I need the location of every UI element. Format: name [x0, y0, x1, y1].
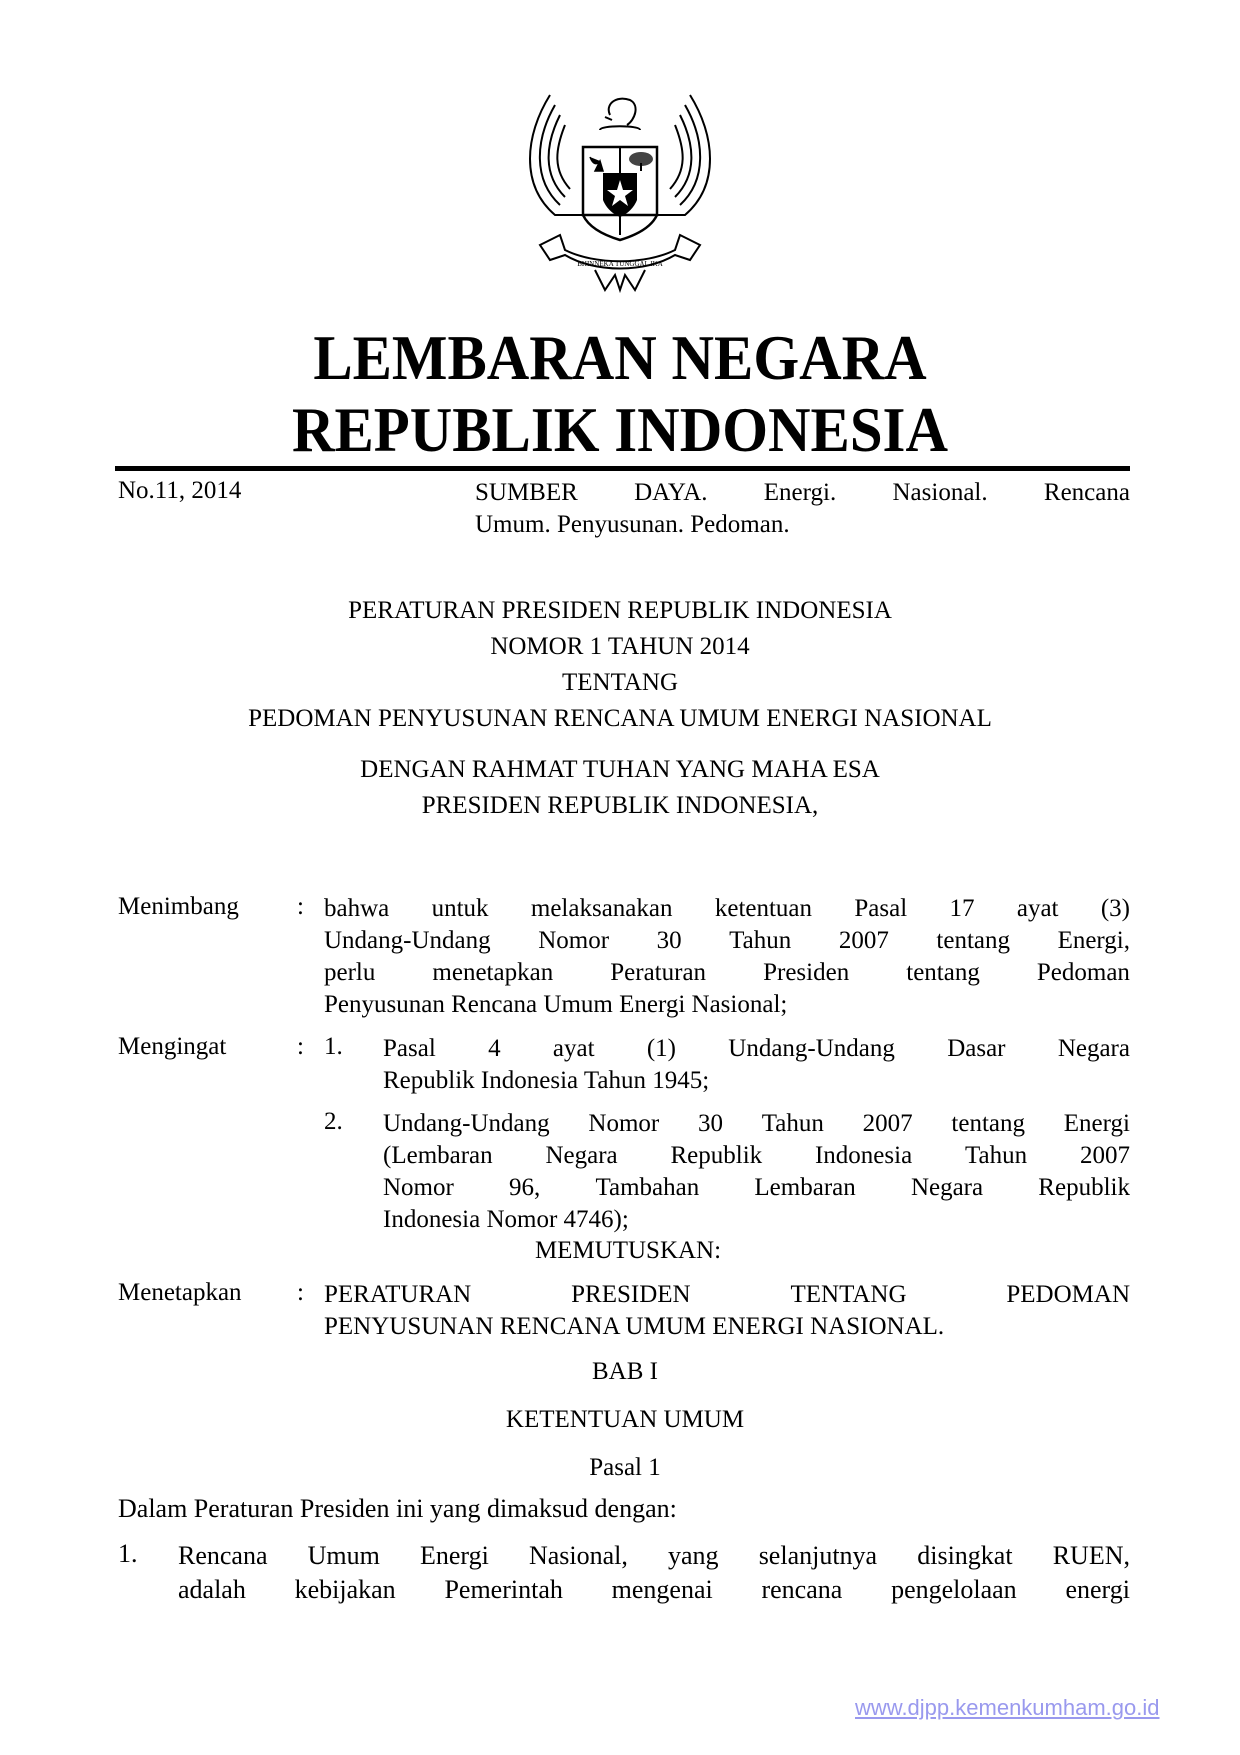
definition-1-text: Rencana Umum Energi Nasional, yang selanjutnya disingkat RUEN, adalah kebijakan Pemerintah mengenai rencana pengelolaan energi: [178, 1541, 1130, 1604]
memutuskan-heading: MEMUTUSKAN:: [534, 1237, 722, 1264]
subject-line1: SUMBER DAYA. Energi. Nasional. Rencana: [475, 479, 1130, 506]
gazette-number: No.11, 2014: [118, 477, 242, 504]
regulation-title: PEDOMAN PENYUSUNAN RENCANA UMUM ENERGI NASIONAL: [248, 705, 992, 732]
svg-text:BHINNEKA TUNGGAL IKA: BHINNEKA TUNGGAL IKA: [577, 260, 663, 268]
menetapkan-text: PERATURAN PRESIDEN TENTANG PEDOMAN PENYUSUNAN RENCANA UMUM ENERGI NASIONAL.: [324, 1281, 1130, 1340]
footer-website-link[interactable]: www.djpp.kemenkumham.go.id: [855, 1695, 1160, 1720]
bab-heading: BAB I: [592, 1358, 658, 1385]
mengingat-item-2-number: 2.: [324, 1108, 343, 1135]
invocation: DENGAN RAHMAT TUHAN YANG MAHA ESA: [360, 756, 880, 783]
mengingat-item-2-text: Undang-Undang Nomor 30 Tahun 2007 tentang Energi (Lembaran Negara Republik Indonesia Tahun 2007 Nomor 96, Tambahan Lembaran Negara Republik Indonesia Nomor 4746);: [383, 1110, 1130, 1233]
mengingat-colon: :: [297, 1033, 304, 1060]
regulation-type: PERATURAN PRESIDEN REPUBLIK INDONESIA: [348, 597, 892, 624]
menetapkan-colon: :: [297, 1279, 304, 1306]
menimbang-label: Menimbang: [118, 893, 239, 920]
gazette-title-line1: LEMBARAN NEGARA: [313, 322, 927, 393]
garuda-emblem-icon: [515, 85, 725, 295]
mengingat-label: Mengingat: [118, 1033, 227, 1060]
bab-title: KETENTUAN UMUM: [505, 1406, 745, 1433]
president-heading: PRESIDEN REPUBLIK INDONESIA,: [421, 792, 819, 819]
mengingat-item-1-text: Pasal 4 ayat (1) Undang-Undang Dasar Negara Republik Indonesia Tahun 1945;: [383, 1035, 1130, 1094]
gazette-subject: [475, 477, 1130, 541]
mengingat-item-1-number: 1.: [324, 1033, 343, 1060]
header-divider: [115, 466, 1130, 471]
subject-line2: Umum. Penyusunan. Pedoman.: [475, 511, 790, 538]
menimbang-text: bahwa untuk melaksanakan ketentuan Pasal 17 ayat (3) Undang-Undang Nomor 30 Tahun 2007 tentang Energi, perlu menetapkan Peraturan Presiden tentang Pedoman Penyusunan Rencana Umum Energi Nasional;: [324, 895, 1130, 1018]
menetapkan-label: Menetapkan: [118, 1279, 242, 1306]
regulation-number: NOMOR 1 TAHUN 2014: [490, 633, 750, 660]
menimbang-colon: :: [297, 893, 304, 920]
regulation-tentang: TENTANG: [561, 669, 679, 696]
definitions-intro: Dalam Peraturan Presiden ini yang dimaksud dengan:: [118, 1494, 677, 1523]
definition-1-number: 1.: [118, 1539, 138, 1568]
gazette-title-line2: REPUBLIK INDONESIA: [292, 394, 948, 465]
pasal-heading: Pasal 1: [589, 1454, 661, 1481]
